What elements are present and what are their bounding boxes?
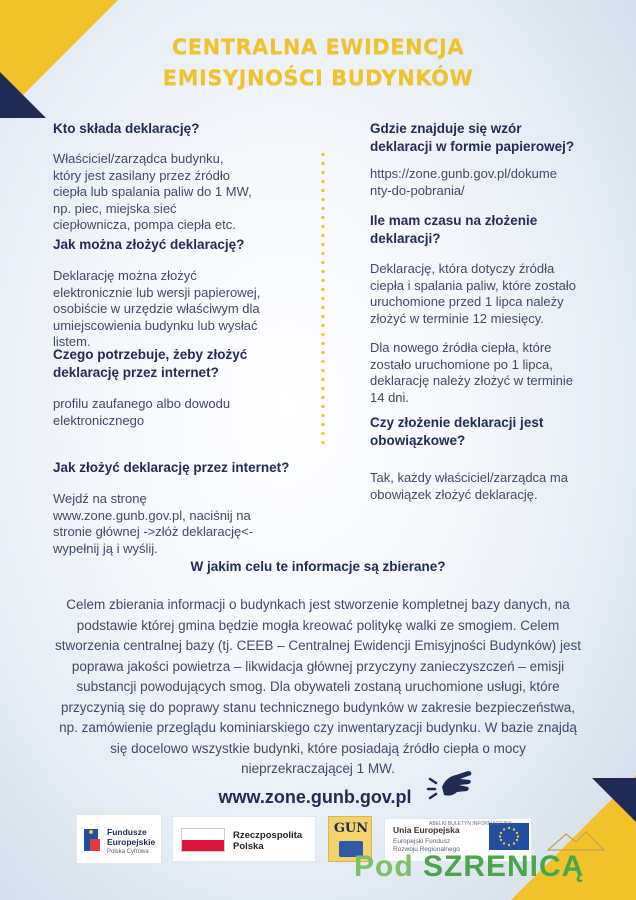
- question-where-form: Gdzie znajduje się wzór deklaracji w formie papierowej?: [370, 121, 575, 154]
- purpose-paragraph: Celem zbierania informacji o budynkach jest stworzenie kompletnej bazy danych, na podstawie której gmina będzie mogła kreować politykę walki ze smogiem. Celem stworzenia centralnej bazy (tj. CEEB – Centralnej Ewidencji Emisyjności Budynków) jest poprawa jakości powietrza – likwidacja głównej przyczyny zanieczyszczeń – emisji substancji powodujących smog. Dla obywateli zostaną uruchomione usługi, które przyczynią się do poprawy stanu technicznego budynków w zakresie bezpieczeństwa, np. zamówienie przeglądu kominiarskiego czy inwentaryzacji budynku. W bazie znajdą się docelowo wszystkie budynki, które posiadają źródło ciepła o mocy nieprzekraczającej 1 MW.: [55, 597, 581, 776]
- question-how: Jak można złożyć deklarację?: [53, 237, 245, 252]
- page-title: CENTRALNA EWIDENCJA EMISYJNOŚCI BUDYNKÓW: [162, 35, 474, 90]
- answer-how-online: Wejdź na stronę www.zone.gunb.gov.pl, naciśnij na stronie głównej ->złóż deklarację<- wypełnij ją i wyślij.: [53, 491, 254, 556]
- polish-flag-icon: [181, 828, 225, 852]
- answer-what-needed: profilu zaufanego albo dowodu elektronicznego: [53, 396, 231, 428]
- answer-who: Właściciel/zarządca budynku, który jest zasilany przez źródło ciepła lub spalania paliw do 1 MW, np. piec, miejska sieć ciepłownicza, pompa ciepła etc.: [53, 151, 252, 232]
- answer-where-form: https://zone.gunb.gov.pl/dokume nty-do-pobrania/: [370, 166, 557, 198]
- fe-mark-icon: [82, 825, 106, 855]
- answer-time-limit-new-source: Dla nowego źródła ciepła, które zostało uruchomione po 1 lipca, deklarację należy złożyć w terminie 14 dni.: [370, 340, 574, 405]
- fundusze-europejskie-logo: Fundusze Europejskie Polska Cyfrowa: [76, 814, 162, 864]
- question-obligatory: Czy złożenie deklaracji jest obowiązkowe?: [370, 415, 544, 448]
- website-link[interactable]: www.zone.gunb.gov.pl: [218, 787, 412, 807]
- answer-obligatory: Tak, każdy właściciel/zarządca ma obowiązek złożyć deklarację.: [370, 470, 568, 502]
- pointing-hand-icon: [424, 765, 474, 805]
- watermark: Pod SZRENICĄ: [354, 850, 585, 883]
- question-time-limit: Ile mam czasu na złożenie deklaracji?: [370, 213, 538, 246]
- answer-how: Deklarację można złożyć elektronicznie lub wersji papierowej, osobiście w urzędzie właściwym dla umiejscowienia budynku lub wysłać listem.: [53, 268, 261, 349]
- eu-flag-icon: [489, 823, 529, 850]
- answer-time-limit: Deklarację, która dotyczy źródła ciepła i spalania paliw, które zostało uruchomione przed 1 lipca należy złożyć w terminie 12 miesięcy.: [370, 261, 576, 326]
- column-divider-dots: [320, 150, 326, 450]
- question-who: Kto składa deklarację?: [53, 121, 200, 136]
- question-what-needed: Czego potrzebuje, żeby złożyć deklarację przez internet?: [53, 347, 248, 380]
- rzeczpospolita-polska-logo: Rzeczpospolita Polska: [172, 816, 316, 862]
- question-how-online: Jak złożyć deklarację przez internet?: [53, 460, 290, 475]
- unia-europejska-logo: Unia Europejska Europejski Fundusz Rozwoju Regionalnego ABELKI BULETYN INFORMACYJNY: [384, 818, 532, 862]
- section-heading-purpose: W jakim celu te informacje są zbierane?: [190, 559, 446, 574]
- gunb-logo: GUN: [328, 816, 372, 862]
